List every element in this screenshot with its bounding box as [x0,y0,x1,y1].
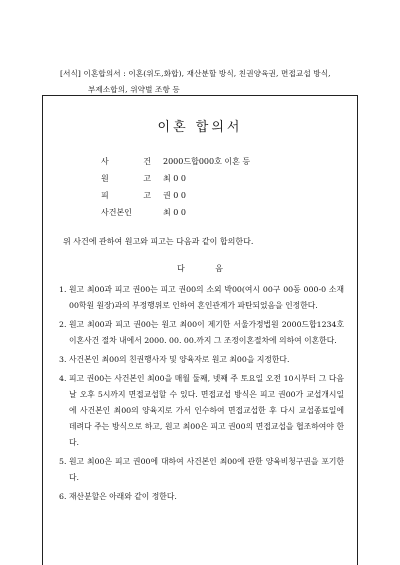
item-number: 2. [59,320,67,329]
document-title: 이혼 합의서 [157,120,243,135]
form-header [60,66,360,98]
agreement-item [59,317,344,349]
item-number: 3. [59,355,67,364]
case-info-value: 최 0 0 [163,174,186,183]
case-info-value: 2000드합000호 이혼 등 [163,157,251,166]
form-tag: [서식] [60,69,81,78]
agreement-item [59,371,344,451]
intro-text: 위 사건에 관하여 원고와 피고는 다음과 같이 합의한다. [63,237,254,246]
section-title: 다 음 [177,264,237,273]
item-text: 원고 최00은 피고 권00에 대하여 사건본인 최00에 관한 양육비청구권을 포기한다. [69,457,344,482]
item-text: 원고 최00과 피고 권00는 원고 최00이 제기한 서울가정법원 2000드합1234호 이혼사건 절차 내에서 2000. 00. 00.까지 그 조정이혼절차에 의하여 이혼한다. [69,320,344,345]
agreement-item [59,352,344,368]
case-info-label: 원 고 [101,174,151,183]
case-info-row [101,153,250,170]
item-text: 사건본인 최00의 친권행사자 및 양육자로 원고 최00을 지정한다. [69,355,290,364]
case-info [101,153,250,221]
case-info-value: 권 0 0 [163,191,186,200]
agreement-item [59,282,344,314]
item-number: 4. [59,374,67,383]
case-info-label: 사건본인 [101,208,132,217]
case-info-value: 최 0 0 [163,208,186,217]
item-text: 피고 권00는 사건본인 최00을 매월 둘째, 넷째 주 토요일 오전 10시부터 그 다음날 오후 5시까지 면접교섭할 수 있다. 면접교섭 방식은 피고 권00가 교섭개시일에 사건본인 최00의 양육지로 가서 인수하여 면접교섭한 후 다시 교섭종료일에 데려다 주는 방식으로 하고, 원고 최00은 피고 권00의 면접교섭을 협조하여야 한다. [69,374,344,447]
item-text: 원고 최00과 피고 권00는 피고 권00의 소외 박00(여시 00구 00동 000-0 소재 00학원 원장)과의 부정행위로 인하여 혼인관계가 파탄되었음을 인정한다. [69,285,344,310]
case-info-row [101,170,250,187]
agreement-item [59,489,344,505]
case-info-label: 사 건 [101,157,151,166]
header-description-line2: 부제소합의, 위약벌 조항 등 [88,85,180,94]
header-description-line1: 이혼합의서 : 이혼(위도,화합), 재산분할 방식, 친권양육권, 면접교섭 방식, [83,69,331,78]
item-number: 5. [59,457,67,466]
item-number: 1. [59,285,67,294]
case-info-label: 피 고 [101,191,151,200]
agreement-item [59,454,344,486]
item-number: 6. [59,492,67,501]
case-info-row [101,204,250,221]
agreement-document [42,95,358,565]
case-info-row [101,187,250,204]
agreement-items [59,282,344,508]
item-text: 재산분할은 아래와 같이 정한다. [69,492,177,501]
